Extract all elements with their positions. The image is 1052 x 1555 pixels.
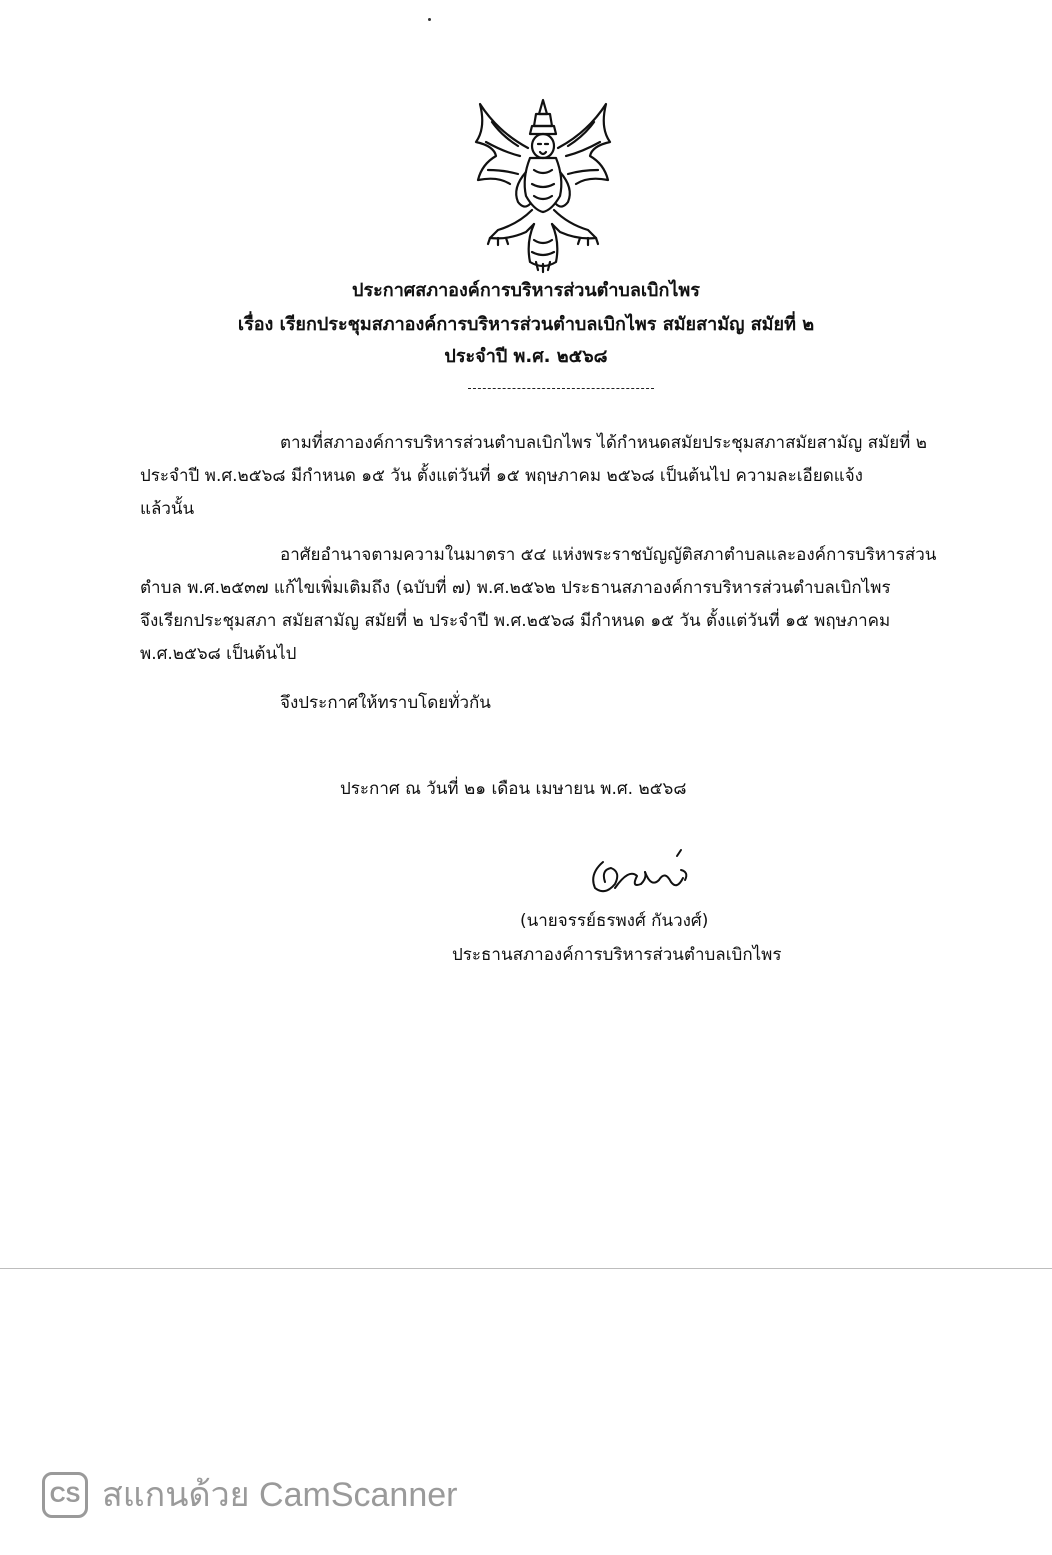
scan-speck bbox=[428, 18, 431, 21]
subject-line: เรื่อง เรียกประชุมสภาองค์การบริหารส่วนตำบลเบิกไพร สมัยสามัญ สมัยที่ ๒ bbox=[237, 314, 815, 335]
garuda-emblem-icon bbox=[468, 92, 618, 274]
heading-divider bbox=[468, 388, 654, 389]
announcement-date: ประกาศ ณ วันที่ ๒๑ เดือน เมษายน พ.ศ. ๒๕๖๘ bbox=[340, 779, 687, 799]
paragraph-1-line-3: แล้วนั้น bbox=[140, 499, 195, 519]
closing-line: จึงประกาศให้ทราบโดยทั่วกัน bbox=[280, 693, 491, 713]
page-edge-line bbox=[0, 1268, 1052, 1269]
year-line: ประจำปี พ.ศ. ๒๕๖๘ bbox=[444, 346, 608, 367]
paragraph-1-line-2: ประจำปี พ.ศ.๒๕๖๘ มีกำหนด ๑๕ วัน ตั้งแต่วันที่ ๑๕ พฤษภาคม ๒๕๖๘ เป็นต้นไป ความละเอียดแจ้ง bbox=[140, 466, 863, 486]
paragraph-2-line-3: จึงเรียกประชุมสภา สมัยสามัญ สมัยที่ ๒ ประจำปี พ.ศ.๒๕๖๘ มีกำหนด ๑๕ วัน ตั้งแต่วันที่ ๑๕ พฤษภาคม bbox=[140, 611, 891, 631]
signer-name: (นายจรรย์ธรพงศ์ กันวงศ์) bbox=[520, 911, 709, 931]
handwritten-signature-icon bbox=[585, 848, 695, 900]
paragraph-2-line-4: พ.ศ.๒๕๖๘ เป็นต้นไป bbox=[140, 644, 297, 664]
paragraph-2-line-1: อาศัยอำนาจตามความในมาตรา ๕๔ แห่งพระราชบัญญัติสภาตำบลและองค์การบริหารส่วน bbox=[280, 545, 937, 565]
paragraph-1-line-1: ตามที่สภาองค์การบริหารส่วนตำบลเบิกไพร ได้กำหนดสมัยประชุมสภาสมัยสามัญ สมัยที่ ๒ bbox=[280, 433, 927, 453]
paragraph-2-line-2: ตำบล พ.ศ.๒๕๓๗ แก้ไขเพิ่มเติมถึง (ฉบับที่ ๗) พ.ศ.๒๕๖๒ ประธานสภาองค์การบริหารส่วนตำบลเบิกไพร bbox=[140, 578, 891, 598]
camscanner-logo-icon: CS bbox=[42, 1472, 88, 1518]
camscanner-watermark: สแกนด้วย CamScanner bbox=[102, 1476, 458, 1514]
announcement-heading: ประกาศสภาองค์การบริหารส่วนตำบลเบิกไพร bbox=[352, 280, 700, 301]
signer-title: ประธานสภาองค์การบริหารส่วนตำบลเบิกไพร bbox=[452, 945, 782, 965]
